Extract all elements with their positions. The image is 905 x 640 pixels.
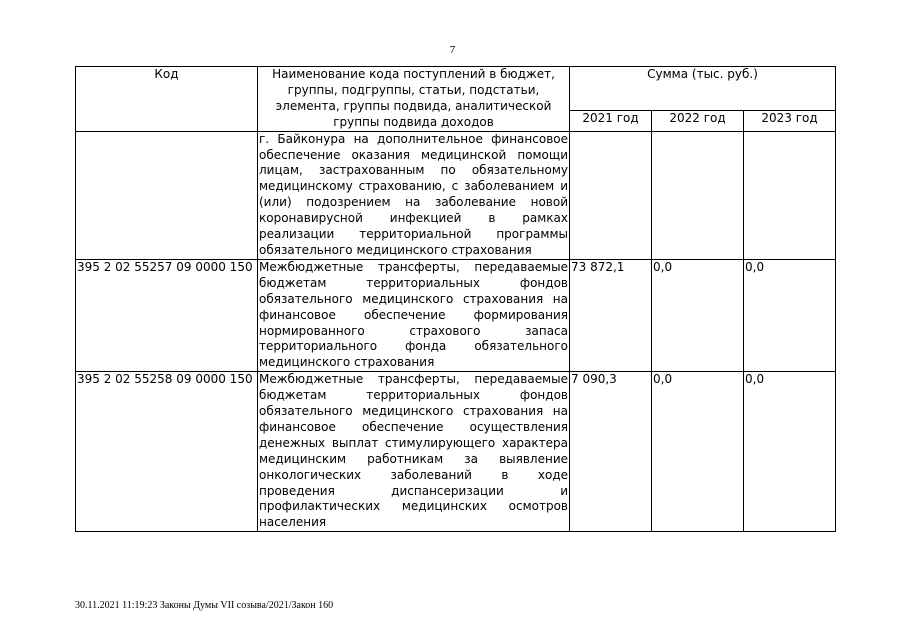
- header-year-2022: 2022 год: [652, 110, 744, 131]
- header-year-2023: 2023 год: [744, 110, 836, 131]
- row-value-2022: 0,0: [652, 372, 744, 532]
- row-code: 395 2 02 55257 09 0000 150: [76, 259, 258, 371]
- row-code: [76, 131, 258, 259]
- table-row: [76, 131, 836, 259]
- table-row: [76, 259, 836, 371]
- row-name: Межбюджетные трансферты, передаваемые бюджетам территориальных фондов обязательного медицинского страхования на финансовое обеспечение осуществления денежных выплат стимулирующего характера медицинским работникам за выявление онкологических заболеваний в ходе проведения диспансеризации и профилактических медицинских осмотров населения: [258, 372, 570, 532]
- budget-table: [75, 66, 836, 532]
- row-value-2021: 73 872,1: [570, 259, 652, 371]
- row-value-2021: 7 090,3: [570, 372, 652, 532]
- table-row: [76, 372, 836, 532]
- row-value-2023: [744, 131, 836, 259]
- table-header-row: [76, 67, 836, 111]
- row-name: г. Байконура на дополнительное финансовое обеспечение оказания медицинской помощи лицам, застрахованным по обязательному медицинскому страхованию, с заболеванием и (или) подозрением на заболевание новой коронавирусной инфекцией в рамках реализации территориальной программы обязательного медицинского страхования: [258, 131, 570, 259]
- header-name: Наименование кода поступлений в бюджет, группы, подгруппы, статьи, подстатьи, элемента, группы подвида, аналитической группы подвида доходов: [258, 67, 570, 132]
- row-name: Межбюджетные трансферты, передаваемые бюджетам территориальных фондов обязательного медицинского страхования на финансовое обеспечение формирования нормированного страхового запаса территориального фонда обязательного медицинского страхования: [258, 259, 570, 371]
- header-code: Код: [76, 67, 258, 132]
- row-value-2023: 0,0: [744, 259, 836, 371]
- header-year-2021: 2021 год: [570, 110, 652, 131]
- row-code: 395 2 02 55258 09 0000 150: [76, 372, 258, 532]
- row-value-2022: 0,0: [652, 259, 744, 371]
- row-value-2021: [570, 131, 652, 259]
- header-sum: Сумма (тыс. руб.): [570, 67, 836, 111]
- document-footer: 30.11.2021 11:19:23 Законы Думы VII созыва/2021/Закон 160: [75, 600, 334, 611]
- row-value-2023: 0,0: [744, 372, 836, 532]
- page-number: 7: [449, 44, 456, 56]
- row-value-2022: [652, 131, 744, 259]
